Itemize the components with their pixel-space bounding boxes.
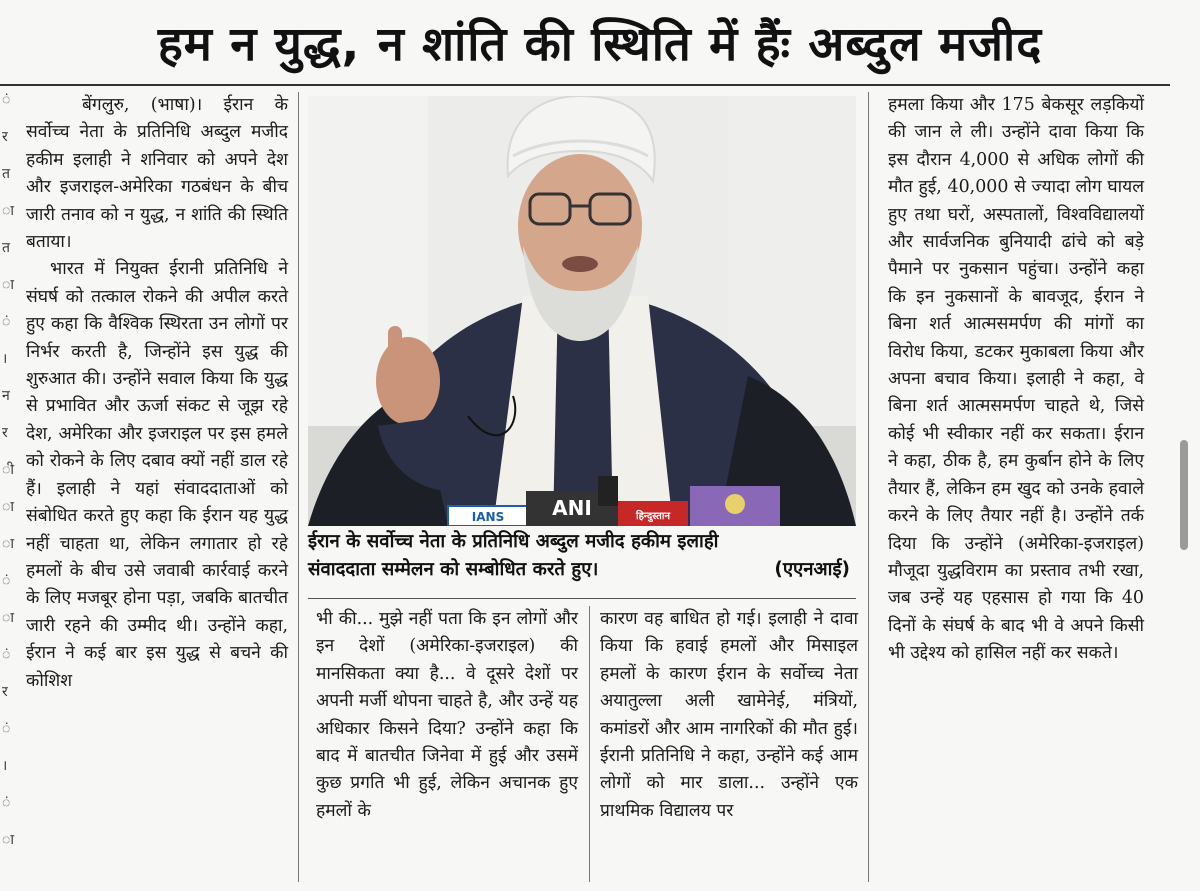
adjacent-column-glyph: ं: [2, 795, 11, 811]
caption-line-2: संवाददाता सम्मेलन को सम्बोधित करते हुए।: [308, 559, 599, 580]
photo-credit: (एएनआई): [774, 559, 850, 580]
adjacent-column-glyph: त: [2, 166, 10, 182]
adjacent-column-glyph: ा: [2, 203, 14, 219]
article-column-2: [316, 606, 578, 825]
adjacent-column-glyph: ।: [2, 758, 8, 774]
adjacent-column-glyph: ं: [2, 647, 11, 663]
column-divider: [868, 92, 869, 882]
article-column-1: [26, 92, 288, 695]
scrollbar-thumb[interactable]: [1180, 440, 1188, 550]
adjacent-column-glyph: ं: [2, 92, 11, 108]
adjacent-column-glyph: ं: [2, 721, 11, 737]
photo-caption: [308, 528, 856, 598]
mic-label-ians: IANS: [471, 510, 505, 524]
adjacent-column-glyph: ा: [2, 499, 14, 515]
mic-label-hindustan: हिन्दुस्तान: [635, 511, 671, 522]
adjacent-column-glyph: ा: [2, 277, 14, 293]
adjacent-column-glyph: न: [2, 388, 10, 404]
article-paragraph: भारत में नियुक्त ईरानी प्रतिनिधि ने संघर्ष को तत्काल रोकने की अपील करते हुए कहा कि वैश्विक स्थिरता उन लोगों पर निर्भर करती है, जिन्होंने इस युद्ध की शुरुआत की। उन्होंने सवाल किया कि युद्ध से प्रभावित और ऊर्जा संकट से जूझ रहे देश, अमेरिका और इजराइल पर इस हमले को रोकने के लिए दबाव क्यों नहीं डाल रहे हैं। इलाही ने यहां संवाददाताओं को संबोधित करते हुए कहा कि ईरान यह युद्ध नहीं चाहता था, लेकिन लगातार हो रहे हमलों के बीच उसे जवाबी कार्रवाई करने के लिए मजबूर होना पड़ा, जबकि बातचीत जारी रहने की उम्मीद थी। उन्होंने कहा, ईरान ने कई बार इस युद्ध से बचने की कोशिश: [26, 259, 288, 691]
caption-rule: [308, 598, 856, 599]
adjacent-column-glyph: र: [2, 684, 8, 700]
article-paragraph: बेंगलुरु, (भाषा)। ईरान के सर्वोच्च नेता के प्रतिनिधि अब्दुल मजीद हकीम इलाही ने शनिवार को अपने देश और इजराइल-अमेरिका गठबंधन के बीच जारी तनाव को न युद्ध, न शांति की स्थिति बताया।: [26, 95, 288, 253]
article-paragraph: भी की... मुझे नहीं पता कि इन लोगों और इन देशों (अमेरिका-इजराइल) की मानसिकता क्या है... वे दूसरे देशों पर अपनी मर्जी थोपना चाहते है, और उन्हें यह अधिकार किसने दिया? उन्होंने कहा कि बाद में बातचीत जिनेवा में हुई और उसमें कुछ प्रगति भी हुई, लेकिन अचानक हुए हमलों के: [316, 609, 578, 821]
adjacent-column-glyph: र: [2, 425, 8, 441]
mic-label-ani: ANI: [552, 496, 592, 520]
headline-rule: [0, 84, 1170, 86]
adjacent-column-glyph: ी: [2, 462, 14, 478]
caption-line-1: ईरान के सर्वोच्च नेता के प्रतिनिधि अब्दुल मजीद हकीम इलाही: [308, 531, 719, 552]
adjacent-column-glyph: ं: [2, 573, 11, 589]
article-column-4: [888, 92, 1144, 668]
headline: हम न युद्ध, न शांति की स्थिति में हैंः अब्दुल मजीद: [157, 17, 1043, 72]
adjacent-column-fragment: [0, 90, 12, 890]
news-photo: [308, 96, 856, 526]
column-divider: [589, 606, 590, 882]
adjacent-column-glyph: ा: [2, 832, 14, 848]
article-column-3: [600, 606, 858, 825]
adjacent-column-glyph: ा: [2, 610, 14, 626]
article-paragraph: कारण वह बाधित हो गई। इलाही ने दावा किया कि हवाई हमलों और मिसाइल हमलों के कारण ईरान के सर्वोच्च नेता अयातुल्ला अली खामेनेई, मंत्रियों, कमांडरों और आम नागरिकों की मौत हुई। ईरानी प्रतिनिधि ने कहा, उन्होंने कई आम लोगों को मार डाला... उन्होंने एक प्राथमिक विद्यालय पर: [600, 609, 858, 821]
adjacent-column-glyph: त: [2, 240, 10, 256]
article-paragraph: हमला किया और 175 बेकसूर लड़कियों की जान ले ली। उन्होंने दावा किया कि इस दौरान 4,000 से अधिक लोगों की मौत हुई, 40,000 से ज्यादा लोग घायल हुए तथा घरों, अस्पतालों, विश्वविद्यालयों और सार्वजनिक बुनियादी ढांचे को बड़े पैमाने पर नुकसान पहुंचा। उन्होंने कहा कि इन नुकसानों के बावजूद, ईरान ने बिना शर्त आत्मसमर्पण की मांगों का विरोध किया, डटकर मुकाबला किया और अपना बचाव किया। इलाही ने कहा, वे बिना शर्त आत्मसमर्पण चाहते थे, जिसे कोई भी स्वीकार नहीं कर सकता। ईरान ने कहा, ठीक है, हम कुर्बान होने के लिए तैयार हैं, लेकिन हम खुद को उनके हवाले करने के लिए तैयार नहीं है। उन्होंने तर्क दिया कि उन्होंने (अमेरिका-इजराइल) मौजूदा युद्धविराम का प्रस्ताव तभी रखा, जब उन्हें यह एहसास हो गया कि 40 दिनों के संघर्ष के बाद भी वे अपने किसी भी उद्देश्य को हासिल नहीं कर सकते।: [888, 95, 1144, 664]
press-conference-photo: [308, 96, 856, 526]
adjacent-column-glyph: ।: [2, 351, 8, 367]
column-divider: [298, 92, 299, 882]
adjacent-column-glyph: ा: [2, 536, 14, 552]
adjacent-column-glyph: ं: [2, 314, 11, 330]
adjacent-column-glyph: र: [2, 129, 8, 145]
